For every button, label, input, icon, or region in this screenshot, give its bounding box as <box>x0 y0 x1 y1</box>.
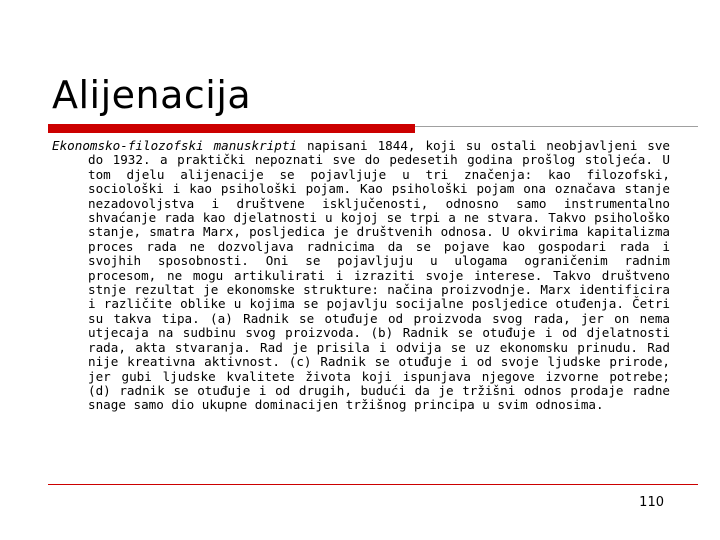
title-accent-bar <box>48 124 415 133</box>
footer-divider-line <box>48 484 698 485</box>
body-text: napisani 1844, koji su ostali neobjavljeni sve do 1932. a praktički nepoznati sve do pedesetih godina prošlog stoljeća. U tom djelu alijenacije se pojavljuje u tri značenja: kao filozofski, sociološki i kao psihološki pojam. Kao psihološki pojam ona označava stanje nezadovoljstva i društvene isključenosti, odnosno samo instrumentalno shvaćanje rada kao djelatnosti u kojoj se trpi a ne stvara. Takvo psihološko stanje, smatra Marx, posljedica je društvenih odnosa. U okvirima kapitalizma proces rada ne dozvoljava radnicima da se pojave kao gospodari rada i svojhih sposobnosti. Oni se pojavljuju u ulogama ograničenim radnim procesom, ne mogu artikulirati i izraziti svoje interese. Takvo društveno stnje rezultat je ekonomske strukture: načina proizvodnje. Marx identificira i različite oblike u kojima se pojavlju socijalne posljedice otuđenja. Četri su takva tipa. (a) Radnik se otuđuje od proizvoda svog rada, jer on nema utjecaja na sudbinu svog proizvoda. (b) Radnik se otuđuje i od djelatnosti rada, akta stvaranja. Rad je prisila i odvija se uz ekonomsku prinudu. Rad nije kreativna aktivnost. (c) Radnik se otuđuje i od svoje ljudske prirode, jer gubi ljudske kvalitete života koji ispunjava njegove izvorne potrebe; (d) radnik se otuđuje i od drugih, budući da je tržišni odnos prodaje radne snage samo dio ukupne dominacijen tržišnog principa u svim odnosima. <box>88 138 670 413</box>
body-paragraph <box>52 139 670 413</box>
title-divider-line <box>415 126 698 127</box>
work-title: Ekonomsko-filozofski manuskripti <box>52 138 298 153</box>
page-number: 110 <box>639 495 664 510</box>
slide-title: Alijenacija <box>52 73 252 117</box>
